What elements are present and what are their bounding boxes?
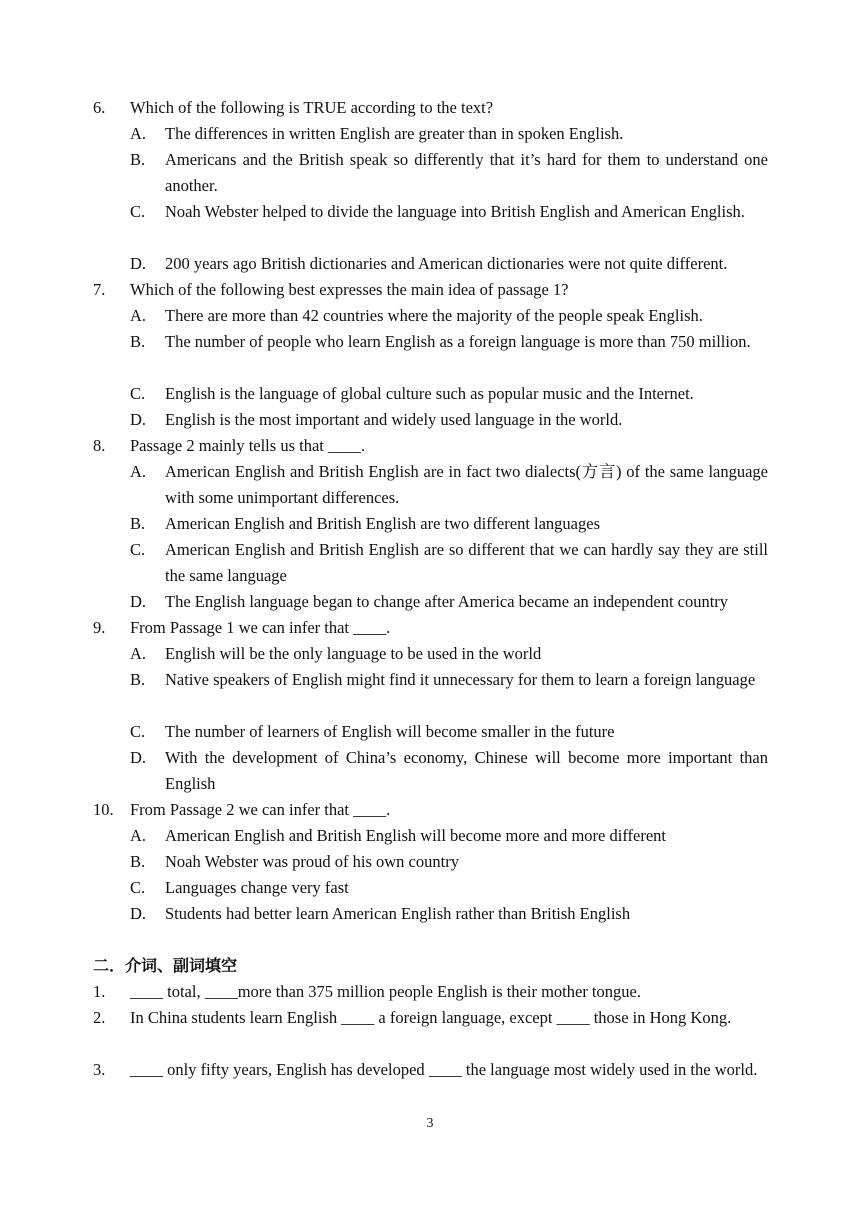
question-text: Which of the following best expresses the main idea of passage 1? — [130, 280, 569, 299]
option-letter: A. — [130, 124, 147, 143]
option-letter: C. — [130, 202, 146, 221]
section-heading: 二．介词、副词填空 — [93, 956, 238, 975]
question-number: 6. — [93, 98, 106, 117]
option-text: Noah Webster was proud of his own country — [165, 852, 459, 871]
option-text: Americans and the British speak so differently that it’s hard for them to understand one another. — [165, 150, 768, 195]
option-text: American English and British English are so different that we can hardly say they are still the same language — [165, 540, 768, 585]
question-text: Which of the following is TRUE according to the text? — [130, 98, 494, 117]
option-letter: A. — [130, 462, 147, 481]
question-number: 8. — [93, 436, 106, 455]
option-text: The number of learners of English will become smaller in the future — [165, 722, 615, 741]
option-text: American English and British English are in fact two dialects(方言) of the same language with some unimportant differences. — [165, 462, 768, 507]
fill-item-text: ____ only fifty years, English has developed ____ the language most widely used in the world. — [130, 1060, 758, 1079]
option-letter: B. — [130, 852, 146, 871]
option-text: Noah Webster helped to divide the language into British English and American English. — [165, 202, 745, 221]
option-letter: C. — [130, 878, 146, 897]
option-text: English will be the only language to be used in the world — [165, 644, 542, 663]
page-number: 3 — [426, 1116, 434, 1131]
option-letter: A. — [130, 826, 147, 845]
option-letter: D. — [130, 904, 147, 923]
option-text: English is the most important and widely used language in the world. — [165, 410, 623, 429]
option-letter: B. — [130, 150, 146, 169]
option-text: The differences in written English are greater than in spoken English. — [165, 124, 624, 143]
fill-item-text: In China students learn English ____ a foreign language, except ____ those in Hong Kong. — [130, 1008, 732, 1027]
question-text: From Passage 1 we can infer that ____. — [130, 618, 391, 637]
option-text: The number of people who learn English as a foreign language is more than 750 million. — [165, 332, 751, 351]
option-text: English is the language of global culture such as popular music and the Internet. — [165, 384, 694, 403]
option-text: With the development of China’s economy, Chinese will become more important than English — [165, 748, 768, 793]
option-text: 200 years ago British dictionaries and American dictionaries were not quite different. — [165, 254, 728, 273]
option-text: There are more than 42 countries where the majority of the people speak English. — [165, 306, 703, 325]
option-text: The English language began to change after America became an independent country — [165, 592, 729, 611]
question-text: From Passage 2 we can infer that ____. — [130, 800, 391, 819]
fill-item-number: 1. — [93, 982, 106, 1001]
option-letter: C. — [130, 384, 146, 403]
option-letter: C. — [130, 540, 146, 559]
fill-item-text: ____ total, ____more than 375 million people English is their mother tongue. — [130, 982, 641, 1001]
fill-item-number: 3. — [93, 1060, 106, 1079]
option-text: American English and British English will become more and more different — [165, 826, 666, 845]
fill-item-number: 2. — [93, 1008, 106, 1027]
option-letter: B. — [130, 332, 146, 351]
question-text: Passage 2 mainly tells us that ____. — [130, 436, 366, 455]
option-letter: B. — [130, 670, 146, 689]
option-text: Students had better learn American English rather than British English — [165, 904, 631, 923]
option-letter: D. — [130, 410, 147, 429]
option-letter: B. — [130, 514, 146, 533]
question-number: 7. — [93, 280, 106, 299]
option-text: Languages change very fast — [165, 878, 349, 897]
option-letter: C. — [130, 722, 146, 741]
option-text: Native speakers of English might find it unnecessary for them to learn a foreign language — [165, 670, 756, 689]
option-text: American English and British English are two different languages — [165, 514, 601, 533]
option-letter: D. — [130, 254, 147, 273]
option-letter: D. — [130, 592, 147, 611]
question-number: 10. — [93, 800, 114, 819]
option-letter: A. — [130, 306, 147, 325]
option-letter: D. — [130, 748, 147, 767]
option-letter: A. — [130, 644, 147, 663]
question-number: 9. — [93, 618, 106, 637]
